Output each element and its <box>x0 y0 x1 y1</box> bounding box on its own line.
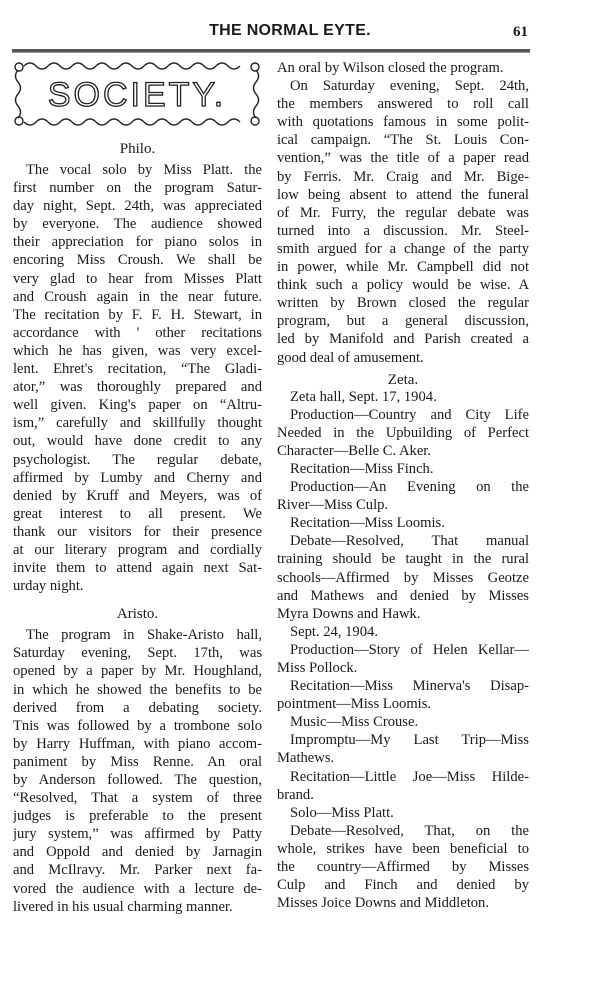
text-line: and Mathews and denied by Misses <box>277 587 529 604</box>
header-rule <box>12 49 530 53</box>
text-line: smith argued for a change of the party <box>277 240 529 257</box>
text-line: invite them to attend again next Sat- <box>13 560 262 577</box>
text-line: at our literary program and cordially <box>13 541 262 558</box>
text-line: the country—Affirmed by Misses <box>277 859 529 876</box>
text-line: On Saturday evening, Sept. 24th, <box>290 78 529 95</box>
paragraph <box>277 641 529 677</box>
paragraph <box>277 822 529 912</box>
text-line: turned into a discussion. Mr. Steel- <box>277 222 529 239</box>
paragraph <box>277 460 529 478</box>
text-line: written by Brown closed the regular <box>277 295 529 312</box>
paragraph <box>277 514 529 532</box>
text-line: and McIlravy. Mr. Parker next fa- <box>13 862 262 879</box>
text-line: of Mr. Furry, the regular debate was <box>277 204 529 221</box>
paragraph <box>277 77 529 367</box>
section-heading: Zeta. <box>387 371 419 388</box>
paragraph <box>277 731 529 767</box>
text-line: psychologist. The regular debate, <box>13 451 262 468</box>
running-header: THE NORMAL EYTE. <box>209 22 371 39</box>
text-line: paniment by Miss Renne. An oral <box>13 753 262 770</box>
text-line: Recitation—Miss Finch. <box>290 460 434 477</box>
text-line: River—Miss Culp. <box>277 497 389 514</box>
text-line: derived from a debating society. <box>13 699 262 716</box>
text-line: good deal of amusement. <box>277 349 424 366</box>
paragraph <box>277 532 529 622</box>
text-line: which he has given, was very excel- <box>13 342 262 359</box>
text-line: ical campaign. “The St. Louis Con- <box>277 132 529 149</box>
text-line: their appreciation for piano solos in <box>13 234 262 251</box>
text-line: ator,” was thoroughly prepared and <box>13 379 262 396</box>
text-line: Culp and Finch and denied by <box>277 877 529 894</box>
text-line: vention,” was the title of a paper read <box>277 150 529 167</box>
text-line: training should be taught in the rural <box>277 551 529 568</box>
text-line: Recitation—Little Joe—Miss Hilde- <box>290 768 529 785</box>
society-banner <box>10 58 264 130</box>
text-line: day night, Sept. 24th, was appreciated <box>13 198 262 215</box>
text-line: schools—Affirmed by Misses Geotze <box>277 569 529 586</box>
paragraph <box>277 713 529 731</box>
text-line: accordance with ' other recitations <box>13 324 262 341</box>
paragraph <box>13 626 262 916</box>
paragraph <box>277 804 529 822</box>
paragraph <box>277 406 529 460</box>
text-line: The program in Shake-Aristo hall, <box>26 627 262 644</box>
text-line: jury system,” was affirmed by Patty <box>13 826 262 843</box>
text-line: Character—Belle C. Aker. <box>277 442 431 459</box>
text-line: out, would have done credit to any <box>13 433 262 450</box>
text-line: Tnis was followed by a trombone solo <box>13 717 262 734</box>
text-line: The vocal solo by Miss Platt. the <box>26 162 262 178</box>
paragraph <box>277 768 529 804</box>
text-line: whole, strikes have been beneficial to <box>277 840 529 857</box>
text-line: Production—Story of Helen Kellar— <box>290 641 529 658</box>
text-line: and Oppold and denied by Jarnagin <box>13 844 262 861</box>
text-line: opened by a paper by Mr. Houghland, <box>13 663 262 680</box>
text-line: Recitation—Miss Loomis. <box>290 515 445 532</box>
left-column <box>13 141 262 916</box>
text-line: in which he showed the benefits to be <box>13 681 262 698</box>
text-line: think such a policy would be wise. A <box>277 277 529 294</box>
text-line: thank our visitors for their presence <box>13 523 262 540</box>
society-title: SOCIETY. <box>47 76 227 114</box>
text-line: in power, while Mr. Campbell did not <box>277 259 529 276</box>
text-line: Production—An Evening on the <box>290 479 529 496</box>
text-line: encoring Miss Croush. We shall be <box>13 252 262 269</box>
text-line: and Croush again in the near future. <box>13 288 262 305</box>
text-line: ism,” carefully and skillfully thought <box>13 415 262 432</box>
text-line: by Harry Huffman, with piano accom- <box>13 735 262 752</box>
text-line: urday night. <box>13 578 84 595</box>
text-line: The recitation by F. F. H. Stewart, in <box>13 306 262 323</box>
paragraph <box>277 59 529 77</box>
text-line: An oral by Wilson closed the program. <box>277 60 504 76</box>
text-line: Miss Pollock. <box>277 660 358 676</box>
text-line: Production—Country and City Life <box>290 406 529 423</box>
text-line: with quotations famous in some polit- <box>277 114 529 131</box>
text-line: program, but a general discussion, <box>277 313 529 330</box>
text-line: by Ferris. Mr. Craig and Mr. Bige- <box>277 168 529 185</box>
text-line: Impromptu—My Last Trip—Miss <box>290 732 529 749</box>
text-line: by everyone. The audience showed <box>13 216 262 233</box>
text-line: pointment—Miss Loomis. <box>277 696 432 713</box>
text-line: Solo—Miss Platt. <box>290 804 394 821</box>
text-line: Music—Miss Crouse. <box>290 714 419 731</box>
text-line: Saturday evening, Sept. 17th, was <box>13 645 262 662</box>
text-line: Recitation—Miss Minerva's Disap- <box>290 678 529 695</box>
text-line: livered in his usual charming manner. <box>13 898 233 915</box>
text-line: Myra Downs and Hawk. <box>277 605 421 622</box>
text-line: well given. King's paper on “Altru- <box>13 397 262 414</box>
paragraph <box>277 478 529 514</box>
text-line: lent. Ehret's recitation, “The Gladi- <box>13 361 262 378</box>
section-heading: Philo. <box>119 141 156 157</box>
text-line: the members answered to roll call <box>277 96 529 113</box>
paragraph <box>277 388 529 406</box>
text-line: low being absent to attend the funeral <box>277 186 529 203</box>
text-line: Sept. 24, 1904. <box>290 623 378 640</box>
section-heading: Aristo. <box>116 606 159 623</box>
page-number: 61 <box>513 24 528 40</box>
text-line: by Anderson followed. The question, <box>13 772 262 788</box>
text-line: great interest to all present. We <box>13 505 262 522</box>
text-line: vored the audience with a lecture de- <box>13 880 262 897</box>
text-line: affirmed by Lumby and Cherny and <box>13 469 262 486</box>
text-line: judges is preferable to the present <box>13 808 262 825</box>
text-line: “Resolved, That a system of three <box>13 790 262 807</box>
text-line: very glad to hear from Misses Platt <box>13 270 262 287</box>
text-line: denied by Kruff and Meyers, was of <box>13 487 262 504</box>
text-line: Needed in the Upbuilding of Perfect <box>277 424 529 441</box>
text-line: Zeta hall, Sept. 17, 1904. <box>290 388 437 405</box>
text-line: led by Manifold and Parish created a <box>277 331 529 348</box>
paragraph <box>277 677 529 713</box>
text-line: first number on the program Satur- <box>13 180 262 197</box>
paragraph <box>13 161 262 595</box>
text-line: Debate—Resolved, That manual <box>290 533 529 550</box>
paragraph <box>277 623 529 641</box>
text-line: Debate—Resolved, That, on the <box>290 822 529 839</box>
right-column <box>277 59 529 912</box>
text-line: brand. <box>277 786 314 803</box>
text-line: Mathews. <box>277 750 335 767</box>
text-line: Misses Joice Downs and Middleton. <box>277 895 490 912</box>
